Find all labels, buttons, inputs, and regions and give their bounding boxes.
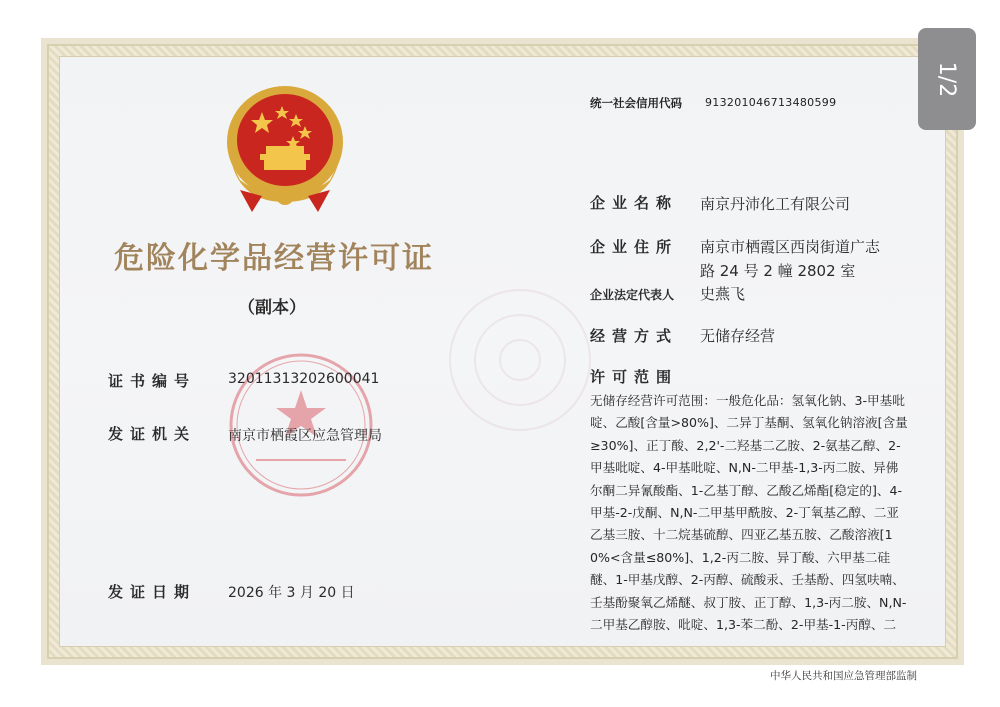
legal-rep-label: 企业法定代表人 <box>590 288 675 302</box>
issue-date-label: 发证日期 <box>108 583 197 601</box>
legal-rep-value: 史燕飞 <box>700 285 746 303</box>
business-mode-label: 经营方式 <box>590 327 679 345</box>
issuer-value: 南京市栖霞区应急管理局 <box>228 428 382 444</box>
company-name-value: 南京丹沛化工有限公司 <box>700 195 851 213</box>
cert-no-value: 32011313202600041 <box>228 371 380 387</box>
issuer-label: 发证机关 <box>108 425 197 443</box>
credit-code-value: 913201046713480599 <box>705 96 837 109</box>
cert-no-label: 证书编号 <box>108 372 197 390</box>
certificate-title: 危险化学品经营许可证 <box>114 241 434 276</box>
scope-value: 无储存经营许可范围：一般危化品：氢氧化钠、3-甲基吡啶、乙酸[含量>80%]、二异丁基酮、氢氧化钠溶液[含量≥30%]、正丁酸、2,2'-二羟基二乙胺、2-氨基乙醇、2-甲基吡啶、4-甲基吡啶、N,N-二甲基-1,3-丙二胺、异佛尔酮二异氰酸酯、1-乙基丁醇、乙酸乙烯酯[稳定的]、4-甲基-2-戊酮、N,N-二甲基甲酰胺、2-丁氧基乙醇、二亚乙基三胺、十二烷基硫醇、四亚乙基五胺、乙酸溶液[10%<含量≤80%]、1,2-丙二胺、异丁酸、六甲基二硅醚、1-甲基戊醇、2-丙醇、硫酸汞、壬基酚、四氢呋喃、壬基酚聚氧乙烯醚、叔丁胺、正丁醇、1,3-丙二胺、N,N-二甲基乙醇胺、吡啶、1,3-苯二酚、2-甲基-1-丙醇、二 <box>590 393 908 633</box>
page-indicator-text: 1/2 <box>934 61 960 97</box>
scope-label: 许可范围 <box>590 368 679 386</box>
address-line-1: 南京市栖霞区西岗街道广志 <box>700 238 881 256</box>
certificate-subtitle: （副本） <box>238 298 306 318</box>
address-line-2: 路 24 号 2 幢 2802 室 <box>700 262 856 280</box>
footer-supervisor: 中华人民共和国应急管理部监制 <box>770 670 917 682</box>
company-name-label: 企业名称 <box>590 194 679 212</box>
credit-code-label: 统一社会信用代码 <box>590 96 682 110</box>
business-mode-value: 无储存经营 <box>700 327 776 345</box>
issue-date-value: 2026 年 3 月 20 日 <box>228 585 355 601</box>
page-indicator-badge <box>918 28 976 130</box>
national-emblem-icon <box>222 84 348 216</box>
address-label: 企业住所 <box>590 238 679 256</box>
